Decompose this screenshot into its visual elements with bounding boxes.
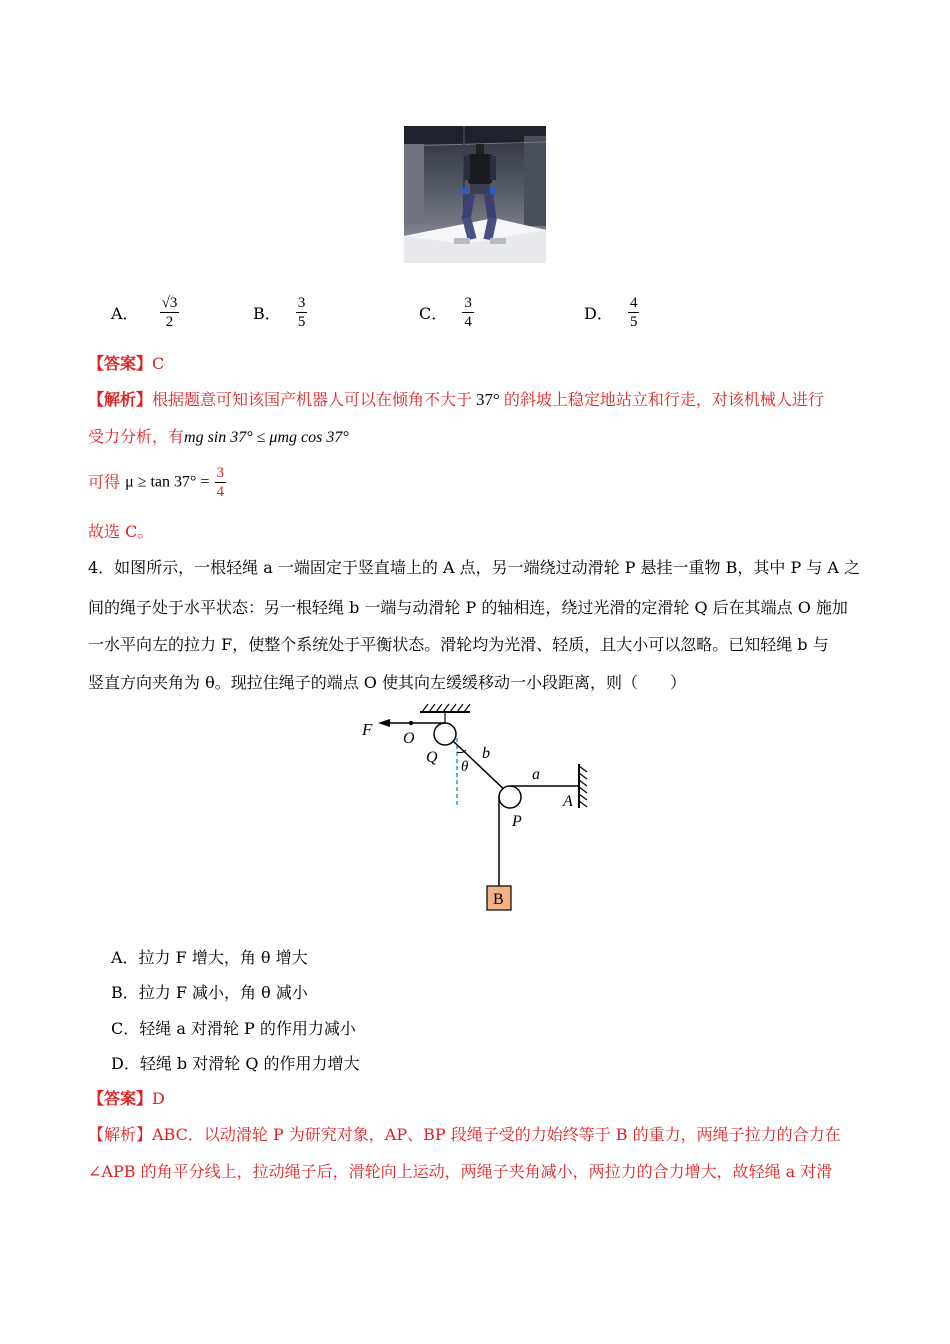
analysis-prev-line2: 受力分析，有mg sin 37° ≤ μmg cos 37° bbox=[88, 427, 349, 446]
label-Q: Q bbox=[426, 749, 438, 766]
answer-prev: 【答案】C bbox=[88, 354, 165, 373]
analysis-prev-line4: 故选 C。 bbox=[88, 522, 154, 541]
analysis-prev-line3: 可得 μ ≥ tan 37° = $\frac{3}{4}$ bbox=[88, 465, 225, 500]
q4-line2: 间的绳子处于水平状态：另一根轻绳 b 一端与动滑轮 P 的轴相连，绕过光滑的定滑轮 Q 后在其端点 O 施加 bbox=[88, 598, 848, 617]
label-A: A bbox=[563, 793, 573, 810]
pulley-diagram bbox=[350, 700, 600, 915]
robot-photo bbox=[404, 126, 546, 263]
label-O: O bbox=[403, 730, 415, 747]
label-B: B bbox=[493, 891, 504, 908]
analysis-q4-line2: ∠APB 的角平分线上，拉动绳子后，滑轮向上运动，两绳子夹角减小，两拉力的合力增大，故轻绳 a 对滑 bbox=[88, 1162, 833, 1181]
choice-c: C． $\frac{3}{4}$ bbox=[419, 295, 472, 330]
choice-a: A． $\frac{√3}{2}$ bbox=[111, 295, 178, 330]
label-a: a bbox=[532, 766, 540, 783]
option-a: A．拉力 F 增大，角 θ 增大 bbox=[111, 948, 308, 967]
q4-line1: 4．如图所示，一根轻绳 a 一端固定于竖直墙上的 A 点，另一端绕过动滑轮 P 悬挂一重物 B，其中 P 与 A 之 bbox=[88, 558, 861, 577]
label-b: b bbox=[482, 745, 490, 762]
analysis-prev-line1: 【解析】根据题意可知该国产机器人可以在倾角不大于 37° 的斜坡上稳定地站立和行走，对该机械人进行 bbox=[88, 390, 824, 409]
label-P: P bbox=[512, 813, 522, 830]
choice-b: B． $\frac{3}{5}$ bbox=[253, 295, 306, 330]
choice-d: D． $\frac{4}{5}$ bbox=[584, 295, 638, 330]
answer-q4: 【答案】D bbox=[88, 1089, 165, 1108]
label-F: F bbox=[362, 720, 373, 739]
label-theta: θ bbox=[461, 759, 469, 775]
option-c: C．轻绳 a 对滑轮 P 的作用力减小 bbox=[111, 1019, 356, 1038]
analysis-q4-line1: 【解析】ABC．以动滑轮 P 为研究对象，AP、BP 段绳子受的力始终等于 B 的重力，两绳子拉力的合力在 bbox=[88, 1125, 841, 1144]
q4-line3: 一水平向左的拉力 F，使整个系统处于平衡状态。滑轮均为光滑、轻质，且大小可以忽略。已知轻绳 b 与 bbox=[88, 635, 829, 654]
option-b: B．拉力 F 减小，角 θ 减小 bbox=[111, 983, 308, 1002]
option-d: D．轻绳 b 对滑轮 Q 的作用力增大 bbox=[111, 1054, 360, 1073]
q4-line4: 竖直方向夹角为 θ。现拉住绳子的端点 O 使其向左缓缓移动一小段距离，则（ ） bbox=[88, 673, 687, 692]
